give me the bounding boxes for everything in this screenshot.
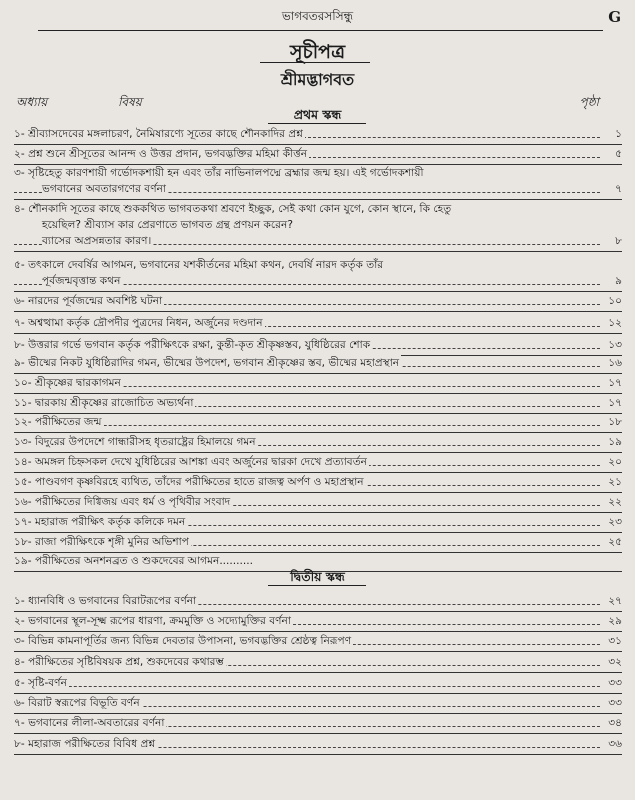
toc-entry <box>14 337 622 353</box>
toc-entry <box>14 514 622 530</box>
entry-separator <box>14 291 622 292</box>
toc-entry <box>14 715 622 731</box>
toc-entry <box>14 474 622 490</box>
toc-entry <box>14 201 622 249</box>
entry-separator <box>14 393 622 394</box>
toc-entry-page: ১২ <box>608 317 622 329</box>
entry-separator <box>14 631 622 632</box>
entry-separator <box>14 199 622 200</box>
toc-entry <box>14 553 622 569</box>
toc-entry-text: ১১- দ্বারকায় শ্রীকৃষ্ণের রাজোচিত অভ্যর্থনা <box>14 397 194 409</box>
toc-entry-text: ৯- ভীষ্মের নিকট যুধিষ্ঠিরাদির গমন, ভীষ্মের উপদেশ, ভগবান শ্রীকৃষ্ণের স্তব, ভীষ্মের মহাপ্রস্থান <box>14 357 400 369</box>
toc-entry-page: ১৭ <box>608 377 622 389</box>
entry-separator <box>14 144 622 145</box>
toc-entry-page: ২৭ <box>608 595 622 607</box>
page-letter: G <box>608 8 621 26</box>
book-subtitle: শ্রীমদ্ভাগবত <box>280 70 355 89</box>
toc-entry-page: ১ <box>615 128 622 140</box>
toc-entry-text: হয়েছিল? শ্রীব্যাস কার প্রেরণাতে ভাগবত গ্রন্থ প্রণয়ন করেন? <box>42 219 293 231</box>
toc-entry <box>14 395 622 411</box>
toc-entry-text: ৬- বিরাট স্বরূপের বিভূতি বর্ণন <box>14 697 140 709</box>
toc-entry <box>14 593 622 609</box>
toc-entry-text: পূর্বজন্মবৃত্তান্ত কথন <box>42 275 121 287</box>
entry-separator <box>14 693 622 694</box>
entry-separator <box>14 611 622 612</box>
column-header-subject: বিষয় <box>118 95 142 109</box>
toc-entry <box>14 675 622 691</box>
toc-entry-page: ২৩ <box>608 516 622 528</box>
toc-entry-page: ১৯ <box>608 436 622 448</box>
entry-separator <box>14 373 622 374</box>
toc-entry-text: ব্যাসের অপ্রসন্নতার কারণ। <box>42 235 152 247</box>
canto-heading-2: দ্বিতীয় স্কন্ধ <box>290 569 345 584</box>
toc-entry <box>14 654 622 670</box>
toc-entry-page: ২০ <box>608 456 622 468</box>
toc-entry <box>14 695 622 711</box>
canto-heading-1: প্রথম স্কন্ধ <box>293 107 342 122</box>
toc-entry <box>14 736 622 752</box>
toc-entry <box>14 315 622 331</box>
toc-entry <box>14 613 622 629</box>
toc-entry-text: ৫- তৎকালে দেবর্ষির আগমন, ভগবানের যশকীর্তনের মহিমা কথন, দেবর্ষি নারদ কর্তৃক তাঁর <box>14 259 384 271</box>
toc-entry <box>14 126 622 142</box>
entry-separator <box>14 492 622 493</box>
toc-entry-text: ১২- পরীক্ষিতের জন্ম <box>14 416 102 428</box>
toc-entry-text: ৭- অশ্বত্থামা কর্তৃক দ্রৌপদীর পুত্রদের নিধন, অর্জুনের দণ্ডদান <box>14 317 263 329</box>
toc-entry <box>14 414 622 430</box>
toc-entry-page: ৩২ <box>608 656 622 668</box>
toc-entry <box>14 534 622 550</box>
toc-entry-text: ১- ধ্যানবিধি ও ভগবানের বিরাটরূপের বর্ণনা <box>14 595 197 607</box>
toc-entry-text: ৭- ভগবানের লীলা-অবতারের বর্ণনা <box>14 717 165 729</box>
toc-entry-page: ১৮ <box>608 416 622 428</box>
toc-entry-page: ৩৪ <box>608 717 622 729</box>
toc-entry-page: ৫ <box>615 148 622 160</box>
toc-entry-text: ১০- শ্রীকৃষ্ণের দ্বারকাগমন <box>14 377 121 389</box>
toc-entry-page: ২২ <box>608 496 622 508</box>
page-title: সূচীপত্র <box>289 41 346 63</box>
entry-separator <box>14 472 622 473</box>
toc-entry <box>14 257 622 289</box>
toc-entry-text: ভগবানের অবতারগণের বর্ণনা <box>42 183 166 195</box>
toc-entry <box>14 165 622 197</box>
toc-entry <box>14 633 622 649</box>
toc-entry <box>14 355 622 371</box>
toc-entry-page: ৮ <box>615 235 622 247</box>
toc-entry-page: ১৭ <box>608 397 622 409</box>
running-title: ভাগবতরসসিন্ধু <box>281 9 354 23</box>
entry-separator <box>14 754 622 755</box>
entry-separator <box>14 311 622 312</box>
toc-entry-text: ১৪- অমঙ্গল চিহ্নসকল দেখে যুধিষ্ঠিরের আশঙ্কা এবং অর্জুনের দ্বারকা দেখে প্রত্যাবর্তন <box>14 456 367 468</box>
toc-entry-text: ৪- শৌনকাদি সূতের কাছে শুককথিত ভাগবতকথা শ্রবণে ইচ্ছুক, সেই কথা কোন যুগে, কোন স্থানে, কি হেতু <box>14 203 452 215</box>
toc-entry-page: ২৯ <box>608 615 622 627</box>
toc-entry-text: ১- শ্রীব্যাসদেবের মঙ্গলাচরণ, নৈমিষারণ্যে সূতের কাছে শৌনকাদির প্রশ্ন <box>14 128 303 140</box>
toc-entry-text: ১৬- পরীক্ষিতের দিগ্বিজয় এবং ধর্ম ও পৃথিবীর সংবাদ <box>14 496 231 508</box>
toc-entry-text: ৫- সৃষ্টি-বর্ণন <box>14 677 67 689</box>
entry-separator <box>14 512 622 513</box>
toc-entry-text: ৮- মহারাজ পরীক্ষিতের বিবিধ প্রশ্ন <box>14 738 156 750</box>
entry-separator <box>14 672 622 673</box>
toc-entry <box>14 454 622 470</box>
toc-entry-page: ৭ <box>615 183 622 195</box>
toc-entry-text: ৩- বিভিন্ন কামনাপূর্তির জন্য বিভিন্ন দেবতার উপাসনা, ভগবদ্ভক্তির শ্রেষ্ঠত্ব নিরূপণ <box>14 635 352 647</box>
toc-entry-page: ২১ <box>608 476 622 488</box>
toc-entry-page: ১০ <box>608 295 622 307</box>
toc-entry <box>14 494 622 510</box>
toc-entry-text: ৩- সৃষ্টিহেতু কারণশায়ী গর্ভোদকশায়ী হন এবং তাঁর নাভিনালপদ্মে ব্রহ্মার জন্ম হয়। এই গর্ভোদকশায়ী <box>14 167 424 179</box>
entry-separator <box>14 432 622 433</box>
toc-entry <box>14 375 622 391</box>
column-header-page: পৃষ্ঠা <box>579 95 599 109</box>
entry-separator <box>14 452 622 453</box>
toc-entry-page: ৩৩ <box>608 697 622 709</box>
title-underline <box>260 62 370 63</box>
toc-entry-page: ৩৬ <box>608 738 622 750</box>
entry-separator <box>14 251 622 252</box>
toc-entry-page: ১৬ <box>608 357 622 369</box>
toc-entry-page: ৩৩ <box>608 677 622 689</box>
toc-entry-text: ৪- পরীক্ষিতের সৃষ্টিবিষয়ক প্রশ্ন, শুকদেবের কথারম্ভ <box>14 656 224 668</box>
toc-entry-text: ১৩- বিদুরের উপদেশে গান্ধারীসহ ধৃতরাষ্ট্রের হিমালয়ে গমন <box>14 436 256 448</box>
toc-entry-page: ২৫ <box>608 536 622 548</box>
entry-separator <box>14 733 622 734</box>
toc-entry-text: ৬- নারদের পূর্বজন্মের অবশিষ্ট ঘটনা <box>14 295 163 307</box>
entry-separator <box>14 713 622 714</box>
entry-separator <box>14 532 622 533</box>
toc-entry-text: ২- প্রশ্ন শুনে শ্রীসূতের আনন্দ ও উত্তর প্রদান, ভগবদ্ভক্তির মহিমা কীর্ত্তন <box>14 148 308 160</box>
toc-entry-text: ২- ভগবানের স্থূল-সূক্ষ্ম রূপের ধারণা, ক্রমমুক্তি ও সদ্যোমুক্তির বর্ণনা <box>14 615 291 627</box>
toc-entry-text: ৮- উত্তরার গর্ভে ভগবান কর্তৃক পরীক্ষিৎকে রক্ষা, কুন্তী-কৃত শ্রীকৃষ্ণস্তব, যুধিষ্ঠিরের শোক <box>14 339 371 351</box>
entry-separator <box>14 333 622 334</box>
toc-entry-page: ৯ <box>615 275 622 287</box>
entry-separator <box>14 651 622 652</box>
toc-entry <box>14 434 622 450</box>
toc-entry-text: ১৯- পরীক্ষিতের অনশনব্রত ও শুকদেবের আগমন.......... <box>14 555 253 567</box>
header-rule <box>38 30 603 31</box>
toc-entry-text: ১৭- মহারাজ পরীক্ষিৎ কর্তৃক কলিকে দমন <box>14 516 186 528</box>
toc-entry-text: ১৮- রাজা পরীক্ষিৎকে শৃঙ্গী মুনির অভিশাপ <box>14 536 189 548</box>
dot-leader <box>14 686 600 687</box>
toc-entry-text: ১৫- পাণ্ডবগণ কৃষ্ণবিরহে ব্যথিত, তাঁদের পরীক্ষিতের হাতে রাজত্ব অর্পণ ও মহাপ্রস্থান <box>14 476 364 488</box>
toc-entry <box>14 293 622 309</box>
toc-entry-page: ১৩ <box>608 339 622 351</box>
canto-underline-2 <box>268 585 366 586</box>
toc-entry <box>14 146 622 162</box>
canto-underline-1 <box>268 123 366 124</box>
toc-entry-page: ৩১ <box>608 635 622 647</box>
column-header-chapter: অধ্যায় <box>16 95 48 109</box>
